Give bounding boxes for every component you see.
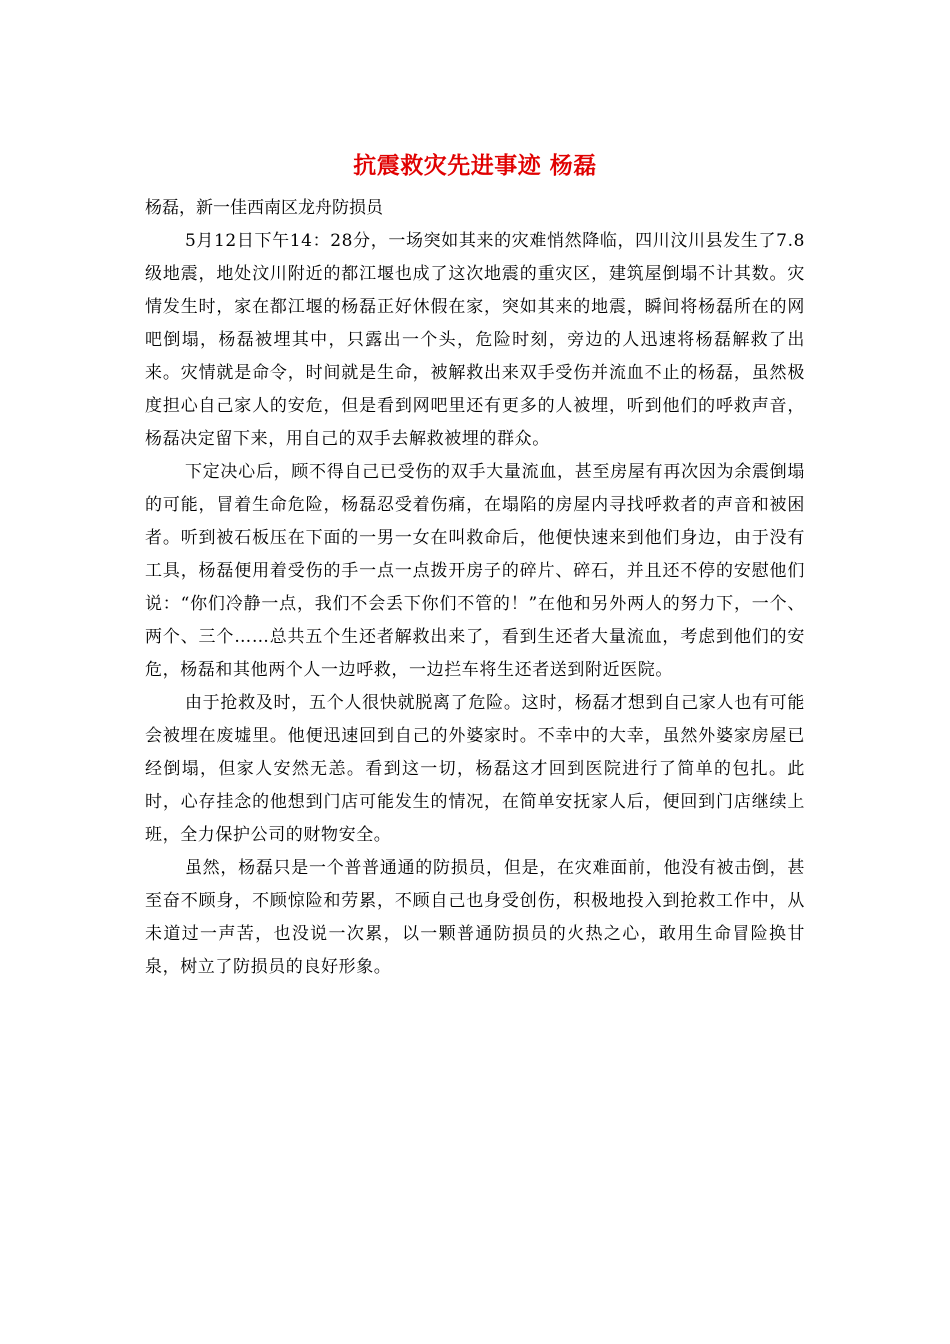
document-title: 抗震救灾先进事迹 杨磊 <box>353 153 597 179</box>
body-paragraph-2: 下定决心后，顾不得自己已受伤的双手大量流血，甚至房屋有再次因为余震倒塌的可能，冒着生命危险，杨磊忍受着伤痛，在塌陷的房屋内寻找呼救者的声音和被困者。听到被石板压在下面的一男一女在叫救命后，他便快速来到他们身边，由于没有工具，杨磊便用着受伤的手一点一点拨开房子的碎片、碎石，并且还不停的安慰他们说：“你们冷静一点，我们不会丢下你们不管的！”在他和另外两人的努力下，一个、两个、三个……总共五个生还者解救出来了，看到生还者大量流血，考虑到他们的安危，杨磊和其他两个人一边呼救，一边拦车将生还者送到附近医院。 <box>145 462 805 680</box>
body-paragraph-3: 由于抢救及时，五个人很快就脱离了危险。这时，杨磊才想到自己家人也有可能会被埋在废墟里。他便迅速回到自己的外婆家时。不幸中的大幸，虽然外婆家房屋已经倒塌，但家人安然无恙。看到这一切，杨磊这才回到医院进行了简单的包扎。此时，心存挂念的他想到门店可能发生的情况，在简单安抚家人后，便回到门店继续上班，全力保护公司的财物安全。 <box>145 693 805 845</box>
body-paragraph-4: 虽然，杨磊只是一个普普通通的防损员，但是，在灾难面前，他没有被击倒，甚至奋不顾身，不顾惊险和劳累，不顾自己也身受创伤，积极地投入到抢救工作中，从未道过一声苦，也没说一次累，以一颗普通防损员的火热之心，敢用生命冒险换甘泉，树立了防损员的良好形象。 <box>145 858 805 977</box>
body-paragraph-1: 5月12日下午14：28分，一场突如其来的灾难悄然降临，四川汶川县发生了7.8级地震，地处汶川附近的都江堰也成了这次地震的重灾区，建筑屋倒塌不计其数。灾情发生时，家在都江堰的杨磊正好休假在家，突如其来的地震，瞬间将杨磊所在的网吧倒塌，杨磊被埋其中，只露出一个头，危险时刻，旁边的人迅速将杨磊解救了出来。灾情就是命令，时间就是生命，被解救出来双手受伤并流血不止的杨磊，虽然极度担心自己家人的安危，但是看到网吧里还有更多的人被埋，听到他们的呼救声音，杨磊决定留下来，用自己的双手去解救被埋的群众。 <box>145 231 805 449</box>
document-page <box>145 150 805 984</box>
author-line: 杨磊，新一佳西南区龙舟防损员 <box>145 198 383 218</box>
